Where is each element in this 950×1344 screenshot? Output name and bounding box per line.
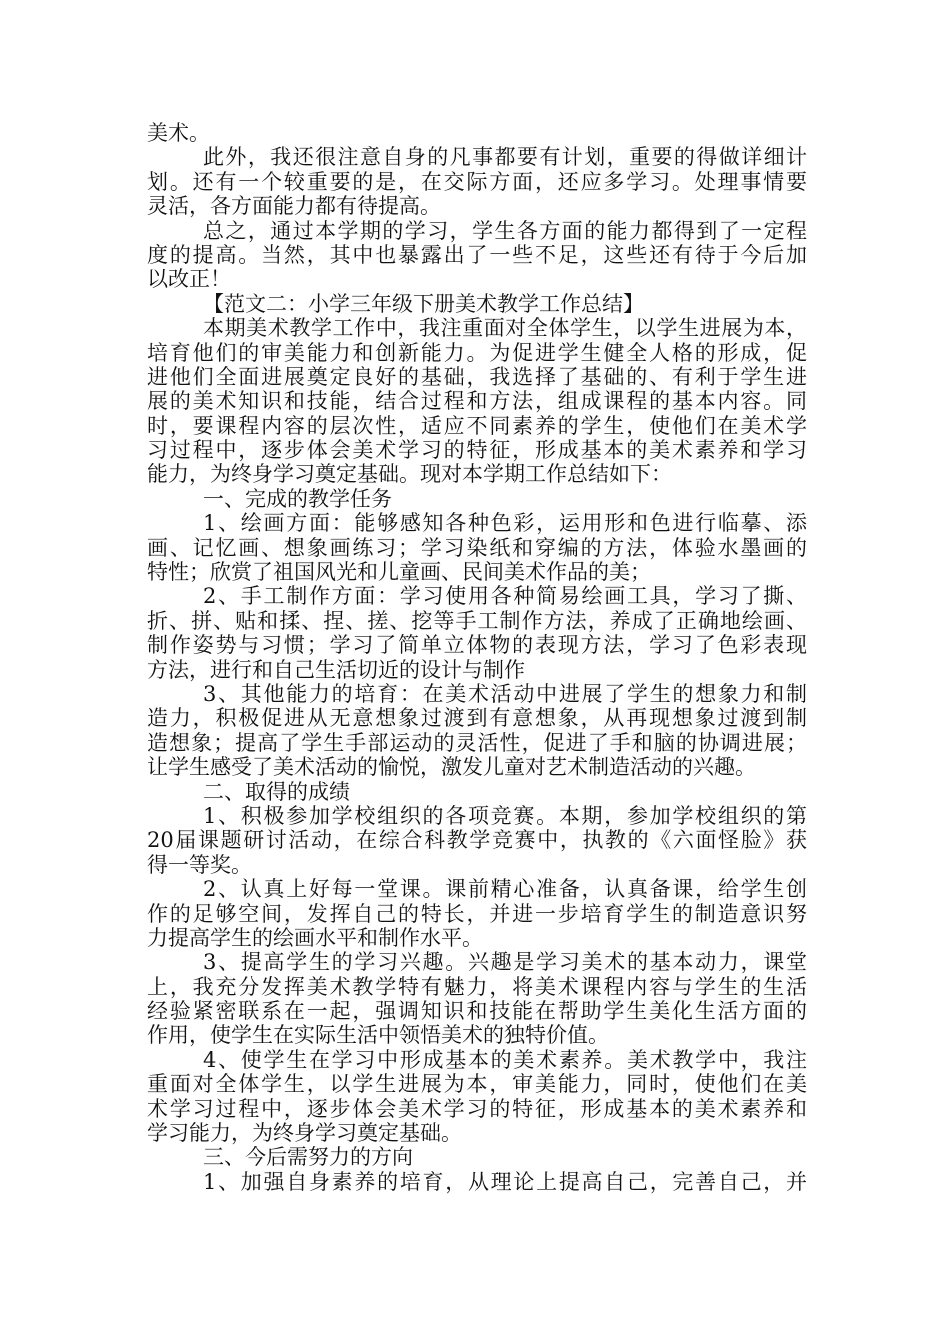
text-line: 美术。	[147, 121, 210, 145]
text-line: 方法，进行和自己生活切近的设计与制作	[147, 657, 525, 682]
section-heading: 二、取得的成绩	[203, 779, 350, 804]
text-line: 2、认真上好每一堂课。课前精心准备，认真备课，给学生创	[203, 877, 807, 902]
text-line: 3、提高学生的学习兴趣。兴趣是学习美术的基本动力，课堂	[203, 950, 807, 975]
text-line: 特性；欣赏了祖国风光和儿童画、民间美术作品的美；	[147, 560, 651, 585]
text-line: 上，我充分发挥美术教学特有魅力，将美术课程内容与学生的生活	[147, 974, 807, 999]
document-body	[147, 121, 807, 1194]
text-line: 得一等奖。	[147, 852, 252, 877]
text-line: 展的美术知识和技能，结合过程和方法，组成课程的基本内容。同	[147, 389, 807, 414]
text-line: 时，要课程内容的层次性，适应不同素养的学生，使他们在美术学	[147, 413, 807, 438]
section-heading: 一、完成的教学任务	[203, 486, 392, 511]
text-line: 20届课题研讨活动，在综合科教学竞赛中，执教的《六面怪脸》获	[147, 828, 807, 853]
text-line: 进他们全面进展奠定良好的基础，我选择了基础的、有利于学生进	[147, 364, 807, 389]
text-line: 重面对全体学生，以学生进展为本，审美能力，同时，使他们在美	[147, 1072, 807, 1097]
text-line: 作的足够空间，发挥自己的特长，并进一步培育学生的制造意识努	[147, 901, 807, 926]
text-line: 2、手工制作方面：学习使用各种简易绘画工具，学习了撕、	[203, 584, 807, 609]
text-line: 能力，为终身学习奠定基础。现对本学期工作总结如下：	[147, 462, 672, 487]
text-line: 3、其他能力的培育：在美术活动中进展了学生的想象力和制	[203, 681, 807, 706]
text-line: 本期美术教学工作中，我注重面对全体学生，以学生进展为本，	[203, 316, 807, 341]
section-heading: 【范文二：小学三年级下册美术教学工作总结】	[203, 291, 644, 316]
section-heading: 三、今后需努力的方向	[203, 1145, 413, 1170]
text-line: 学习能力，为终身学习奠定基础。	[147, 1121, 462, 1146]
text-line: 造想象；提高了学生手部运动的灵活性，促进了手和脑的协调进展；	[147, 730, 807, 755]
text-line: 让学生感受了美术活动的愉悦，激发儿童对艺术制造活动的兴趣。	[147, 755, 756, 780]
text-line: 划。还有一个较重要的是，在交际方面，还应多学习。处理事情要	[147, 169, 807, 194]
text-line: 力提高学生的绘画水平和制作水平。	[147, 925, 483, 950]
text-line: 1、积极参加学校组织的各项竞赛。本期，参加学校组织的第	[203, 803, 807, 828]
text-line: 以改正！	[147, 267, 231, 292]
text-line: 总之，通过本学期的学习，学生各方面的能力都得到了一定程	[203, 218, 807, 243]
text-line: 灵活，各方面能力都有待提高。	[147, 194, 441, 219]
text-line: 制作姿势与习惯；学习了简单立体物的表现方法，学习了色彩表现	[147, 633, 807, 658]
text-line: 培育他们的审美能力和创新能力。为促进学生健全人格的形成，促	[147, 340, 807, 365]
text-line: 1、绘画方面：能够感知各种色彩，运用形和色进行临摹、添	[203, 511, 807, 536]
text-line: 造力，积极促进从无意想象过渡到有意想象，从再现想象过渡到制	[147, 706, 807, 731]
text-line: 习过程中，逐步体会美术学习的特征，形成基本的美术素养和学习	[147, 438, 807, 463]
text-line: 折、拼、贴和揉、捏、搓、挖等手工制作方法，养成了正确地绘画、	[147, 608, 807, 633]
text-line: 度的提高。当然，其中也暴露出了一些不足，这些还有待于今后加	[147, 242, 807, 267]
text-line: 4、使学生在学习中形成基本的美术素养。美术教学中，我注	[203, 1047, 807, 1072]
text-line: 此外，我还很注意自身的凡事都要有计划，重要的得做详细计	[203, 145, 807, 170]
text-line: 术学习过程中，逐步体会美术学习的特征，形成基本的美术素养和	[147, 1096, 807, 1121]
text-line: 1、加强自身素养的培育，从理论上提高自己，完善自己，并	[203, 1169, 807, 1194]
text-line: 画、记忆画、想象画练习；学习染纸和穿编的方法，体验水墨画的	[147, 535, 807, 560]
text-line: 作用，使学生在实际生活中领悟美术的独特价值。	[147, 1023, 609, 1048]
text-line: 经验紧密联系在一起，强调知识和技能在帮助学生美化生活方面的	[147, 999, 807, 1024]
